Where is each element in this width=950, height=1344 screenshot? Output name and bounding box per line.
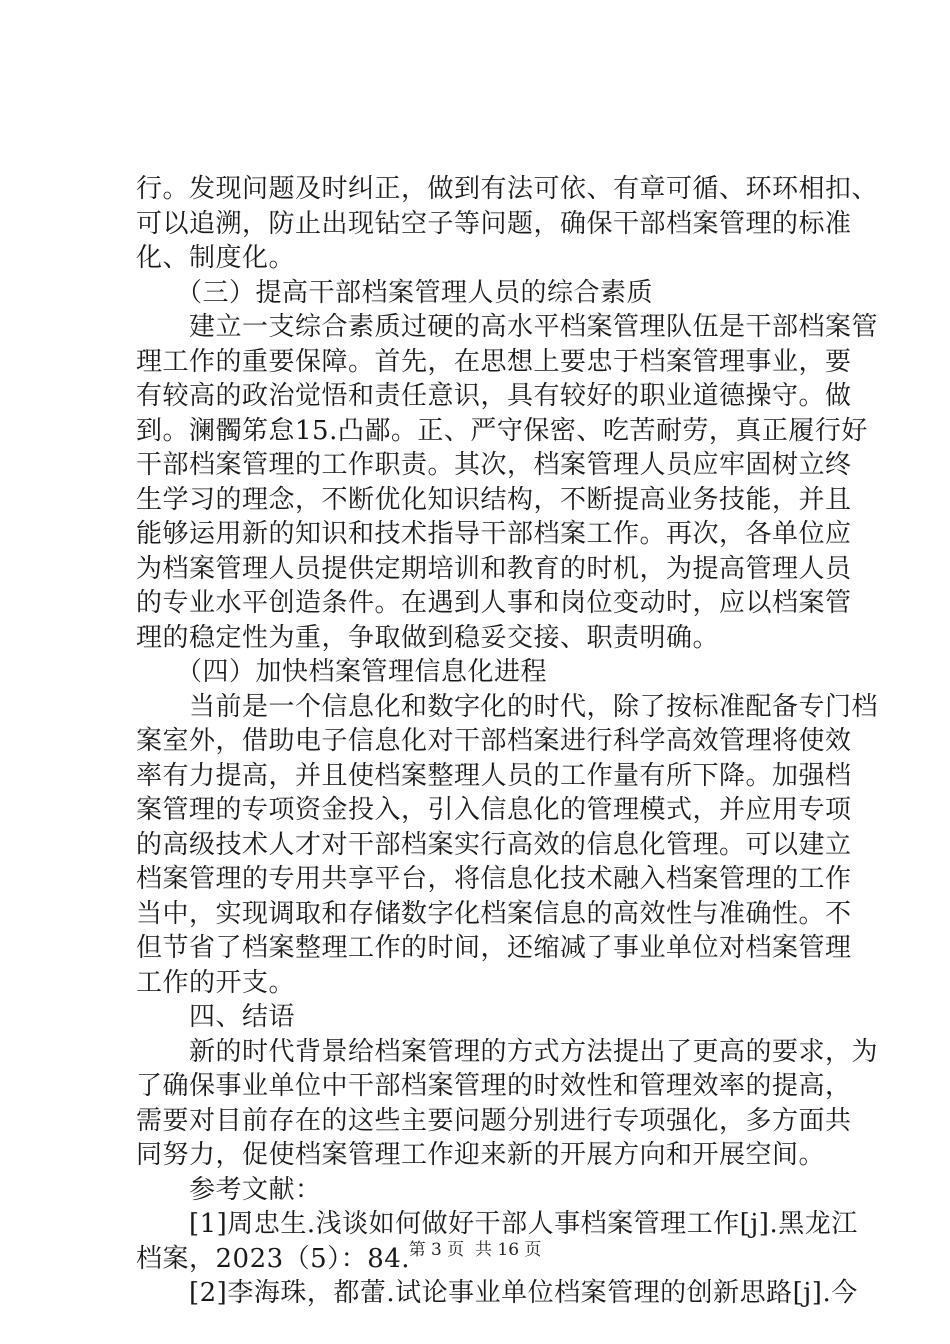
- section-heading: 四、结语: [136, 1002, 296, 1032]
- text-line: 理工作的重要保障。首先，在思想上要忠于档案管理事业，要: [136, 346, 852, 377]
- text-line: 生学习的理念，不断优化知识结构，不断提高业务技能，并且: [136, 484, 852, 515]
- text-line: 当前是一个信息化和数字化的时代，除了按标准配备专门档: [136, 691, 879, 722]
- text-line: 能够运用新的知识和技术指导干部档案工作。再次，各单位应: [136, 519, 852, 549]
- text-line: 工作的开支。: [136, 967, 296, 998]
- reference-item: [1]周忠生.浅谈如何做好干部人事档案管理工作[j].黑龙江: [136, 1209, 858, 1239]
- text-line: 但节省了档案整理工作的时间，还缩减了事业单位对档案管理: [136, 933, 852, 963]
- text-line: 同努力，促使档案管理工作迎来新的开展方向和开展空间。: [136, 1140, 826, 1170]
- section-heading: （四）加快档案管理信息化进程: [136, 657, 548, 687]
- text-line: 了确保事业单位中干部档案管理的时效性和管理效率的提高，: [136, 1071, 852, 1101]
- text-line: 率有力提高，并且使档案整理人员的工作量有所下降。加强档: [136, 760, 852, 791]
- page-number: 第 3 页 共 16 页: [408, 1240, 542, 1260]
- text-line: 为档案管理人员提供定期培训和教育的时机，为提高管理人员: [136, 553, 852, 584]
- text-line: 的高级技术人才对干部档案实行高效的信息化管理。可以建立: [136, 829, 852, 860]
- section-heading: （三）提高干部档案管理人员的综合素质: [136, 277, 654, 308]
- text-line: 理的稳定性为重，争取做到稳妥交接、职责明确。: [136, 622, 720, 653]
- reference-item: 档案，2023（5）：84.: [136, 1243, 411, 1274]
- text-line: 建立一支综合素质过硬的高水平档案管理队伍是干部档案管: [136, 312, 879, 342]
- text-line: 新的时代背景给档案管理的方式方法提出了更高的要求，为: [136, 1036, 879, 1067]
- text-line: 行。发现问题及时纠正，做到有法可依、有章可循、环环相扣、: [136, 174, 879, 204]
- body-text: [136, 172, 879, 1311]
- text-line: 有较高的政治觉悟和责任意识，具有较好的职业道德操守。做: [136, 381, 852, 411]
- text-line: 需要对目前存在的这些主要问题分别进行专项强化，多方面共: [136, 1105, 852, 1136]
- text-line: 可以追溯，防止出现钻空子等问题，确保干部档案管理的标准: [136, 208, 852, 239]
- text-line: 案室外，借助电子信息化对干部档案进行科学高效管理将使效: [136, 726, 852, 756]
- reference-item: [2]李海珠，都蕾.试论事业单位档案管理的创新思路[j].今: [136, 1278, 858, 1308]
- text-line: 的专业水平创造条件。在遇到人事和岗位变动时，应以档案管: [136, 588, 852, 618]
- text-line: 案管理的专项资金投入，引入信息化的管理模式，并应用专项: [136, 795, 852, 825]
- text-line: 当中，实现调取和存储数字化档案信息的高效性与准确性。不: [136, 898, 852, 929]
- text-line: 干部档案管理的工作职责。其次，档案管理人员应牢固树立终: [136, 450, 852, 480]
- text-line: 化、制度化。: [136, 243, 296, 273]
- text-line: 档案管理的专用共享平台，将信息化技术融入档案管理的工作: [136, 864, 852, 894]
- references-heading: 参考文献：: [136, 1174, 322, 1205]
- text-line: 到。澜髑笫怠15.凸鄙。正、严守保密、吃苦耐劳，真正履行好: [136, 415, 868, 446]
- page-footer: [0, 1240, 950, 1260]
